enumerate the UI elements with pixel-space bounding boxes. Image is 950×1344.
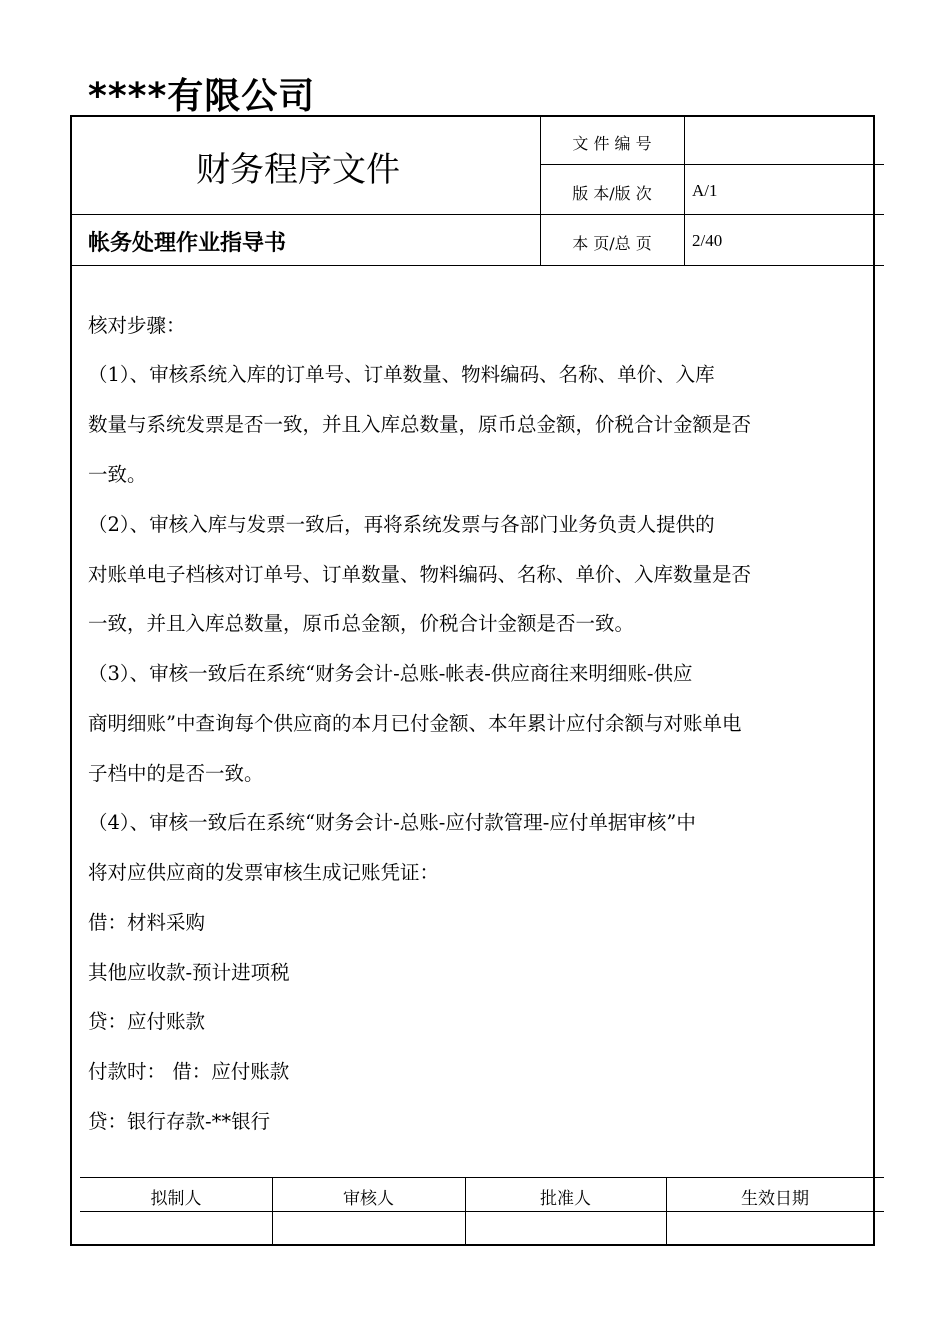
drafter-label: 拟制人	[150, 1189, 202, 1209]
body-line: 一致，并且入库总数量，原币总金额，价税合计金额是否一致。	[88, 612, 635, 635]
body-line: 数量与系统发票是否一致，并且入库总数量，原币总金额，价税合计金额是否	[88, 413, 752, 436]
body-line: 一致。	[88, 463, 147, 486]
body-line: （4）、审核一致后在系统“财务会计-总账-应付款管理-应付单据审核”中	[88, 811, 696, 834]
file-number-label: 文 件 编 号	[572, 134, 652, 153]
body-line: （3）、审核一致后在系统“财务会计-总账-帐表-供应商往来明细账-供应	[88, 662, 693, 685]
document-subtitle: 帐务处理作业指导书	[88, 231, 287, 256]
page-label: 本 页/总 页	[572, 234, 652, 253]
version-value: A/1	[692, 181, 718, 200]
header-divider-vertical-2	[684, 116, 685, 265]
journal-entry-line: 贷：应付账款	[88, 1010, 206, 1033]
version-label: 版 本/版 次	[572, 184, 652, 203]
body-line: 将对应供应商的发票审核生成记账凭证：	[88, 861, 440, 884]
document-type-title: 财务程序文件	[196, 150, 400, 190]
body-line: （2）、审核入库与发票一致后，再将系统发票与各部门业务负责人提供的	[88, 513, 715, 536]
footer-middle-line	[80, 1211, 884, 1212]
header-meta-row-line-1	[540, 164, 884, 165]
page-value: 2/40	[692, 231, 723, 250]
body-line: 子档中的是否一致。	[88, 762, 264, 785]
header-row-line	[71, 214, 884, 215]
header-bottom-line	[71, 265, 884, 266]
journal-entry-line: 贷：银行存款-**银行	[88, 1110, 271, 1133]
body-line: 商明细账”中查询每个供应商的本月已付金额、本年累计应付余额与对账单电	[88, 712, 742, 735]
journal-entry-line: 其他应收款-预计进项税	[88, 961, 290, 984]
company-name: ****有限公司	[88, 76, 316, 117]
journal-entry-line: 付款时： 借：应付账款	[88, 1060, 290, 1083]
body-line: 对账单电子档核对订单号、订单数量、物料编码、名称、单价、入库数量是否	[88, 563, 752, 586]
journal-entry-line: 借：材料采购	[88, 911, 206, 934]
effective-date-label: 生效日期	[741, 1189, 809, 1209]
reviewer-label: 审核人	[343, 1189, 394, 1209]
body-line: （1）、审核系统入库的订单号、订单数量、物料编码、名称、单价、入库	[88, 363, 715, 386]
approver-label: 批准人	[540, 1189, 591, 1209]
body-line: 核对步骤：	[88, 314, 186, 337]
footer-top-line	[80, 1177, 884, 1178]
